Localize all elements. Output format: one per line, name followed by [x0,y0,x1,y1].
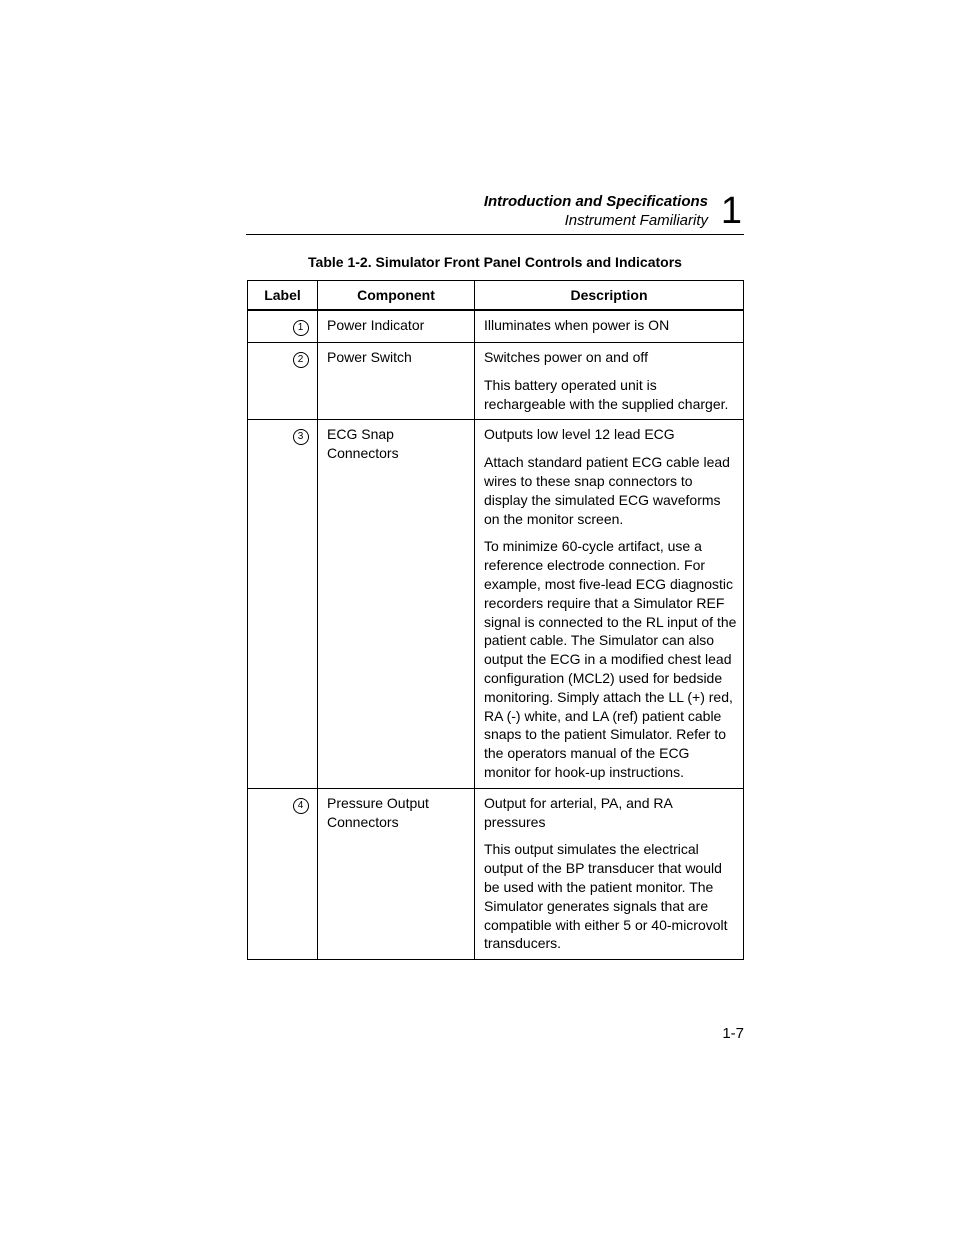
description-paragraph: Illuminates when power is ON [484,317,670,333]
component-cell: Pressure Output Connectors [318,788,475,959]
circled-number-badge: 3 [293,429,309,445]
description-cell [475,310,744,343]
component-cell: Power Switch [318,343,475,420]
table-row [248,788,744,959]
label-cell [248,343,318,420]
chapter-number: 1 [720,190,742,232]
description-paragraph: Attach standard patient ECG cable lead wires to these snap connectors to display the simulated ECG waveforms on the monitor screen. [484,454,730,527]
description-cell [475,788,744,959]
component-cell: ECG Snap Connectors [318,420,475,788]
column-header-label: Label [248,281,318,311]
column-header-description: Description [475,281,744,311]
circled-number-badge: 4 [293,798,309,814]
table-row [248,420,744,788]
label-cell [248,310,318,343]
label-cell [248,420,318,788]
description-paragraph: Outputs low level 12 lead ECG [484,426,675,443]
description-paragraph: Output for arterial, PA, and RA pressures [484,794,673,830]
description-paragraph: To minimize 60-cycle artifact, use a reference electrode connection. For example, most five-lead ECG diagnostic recorders require that a Simulator REF signal is connected to the RL input of the patient cable. The Simulator can also output the ECG in a modified chest lead configuration (MCL2) used for bedside monitoring. Simply attach the LL (+) red, RA (-) white, and LA (ref) patient cable snaps to the patient Simulator. Refer to the operators manual of the ECG monitor for hook-up instructions. [484,538,737,780]
component-cell: Power Indicator [318,310,475,343]
table-header-row [248,281,744,311]
section-subtitle: Instrument Familiarity [564,212,708,229]
description-paragraph: This output simulates the electrical output of the BP transducer that would be used with the patient monitor. The Simulator generates signals that are compatible with either 5 or 40-microvolt transducers. [484,841,728,952]
description-cell [475,420,744,788]
description-paragraph: Switches power on and off [484,349,648,365]
table-row [248,343,744,420]
label-cell [248,788,318,959]
table-row [248,310,744,343]
description-paragraph: This battery operated unit is rechargeable with the supplied charger. [484,376,729,412]
description-cell [475,343,744,420]
circled-number-badge: 1 [293,320,309,336]
section-title: Introduction and Specifications [483,193,708,210]
column-header-component: Component [318,281,475,311]
page-number: 1-7 [722,1025,744,1042]
table-caption: Table 1-2. Simulator Front Panel Controls and Indicators [308,254,682,270]
header-text [484,192,708,230]
page-header [246,190,744,235]
controls-table [247,280,744,960]
circled-number-badge: 2 [293,352,309,368]
